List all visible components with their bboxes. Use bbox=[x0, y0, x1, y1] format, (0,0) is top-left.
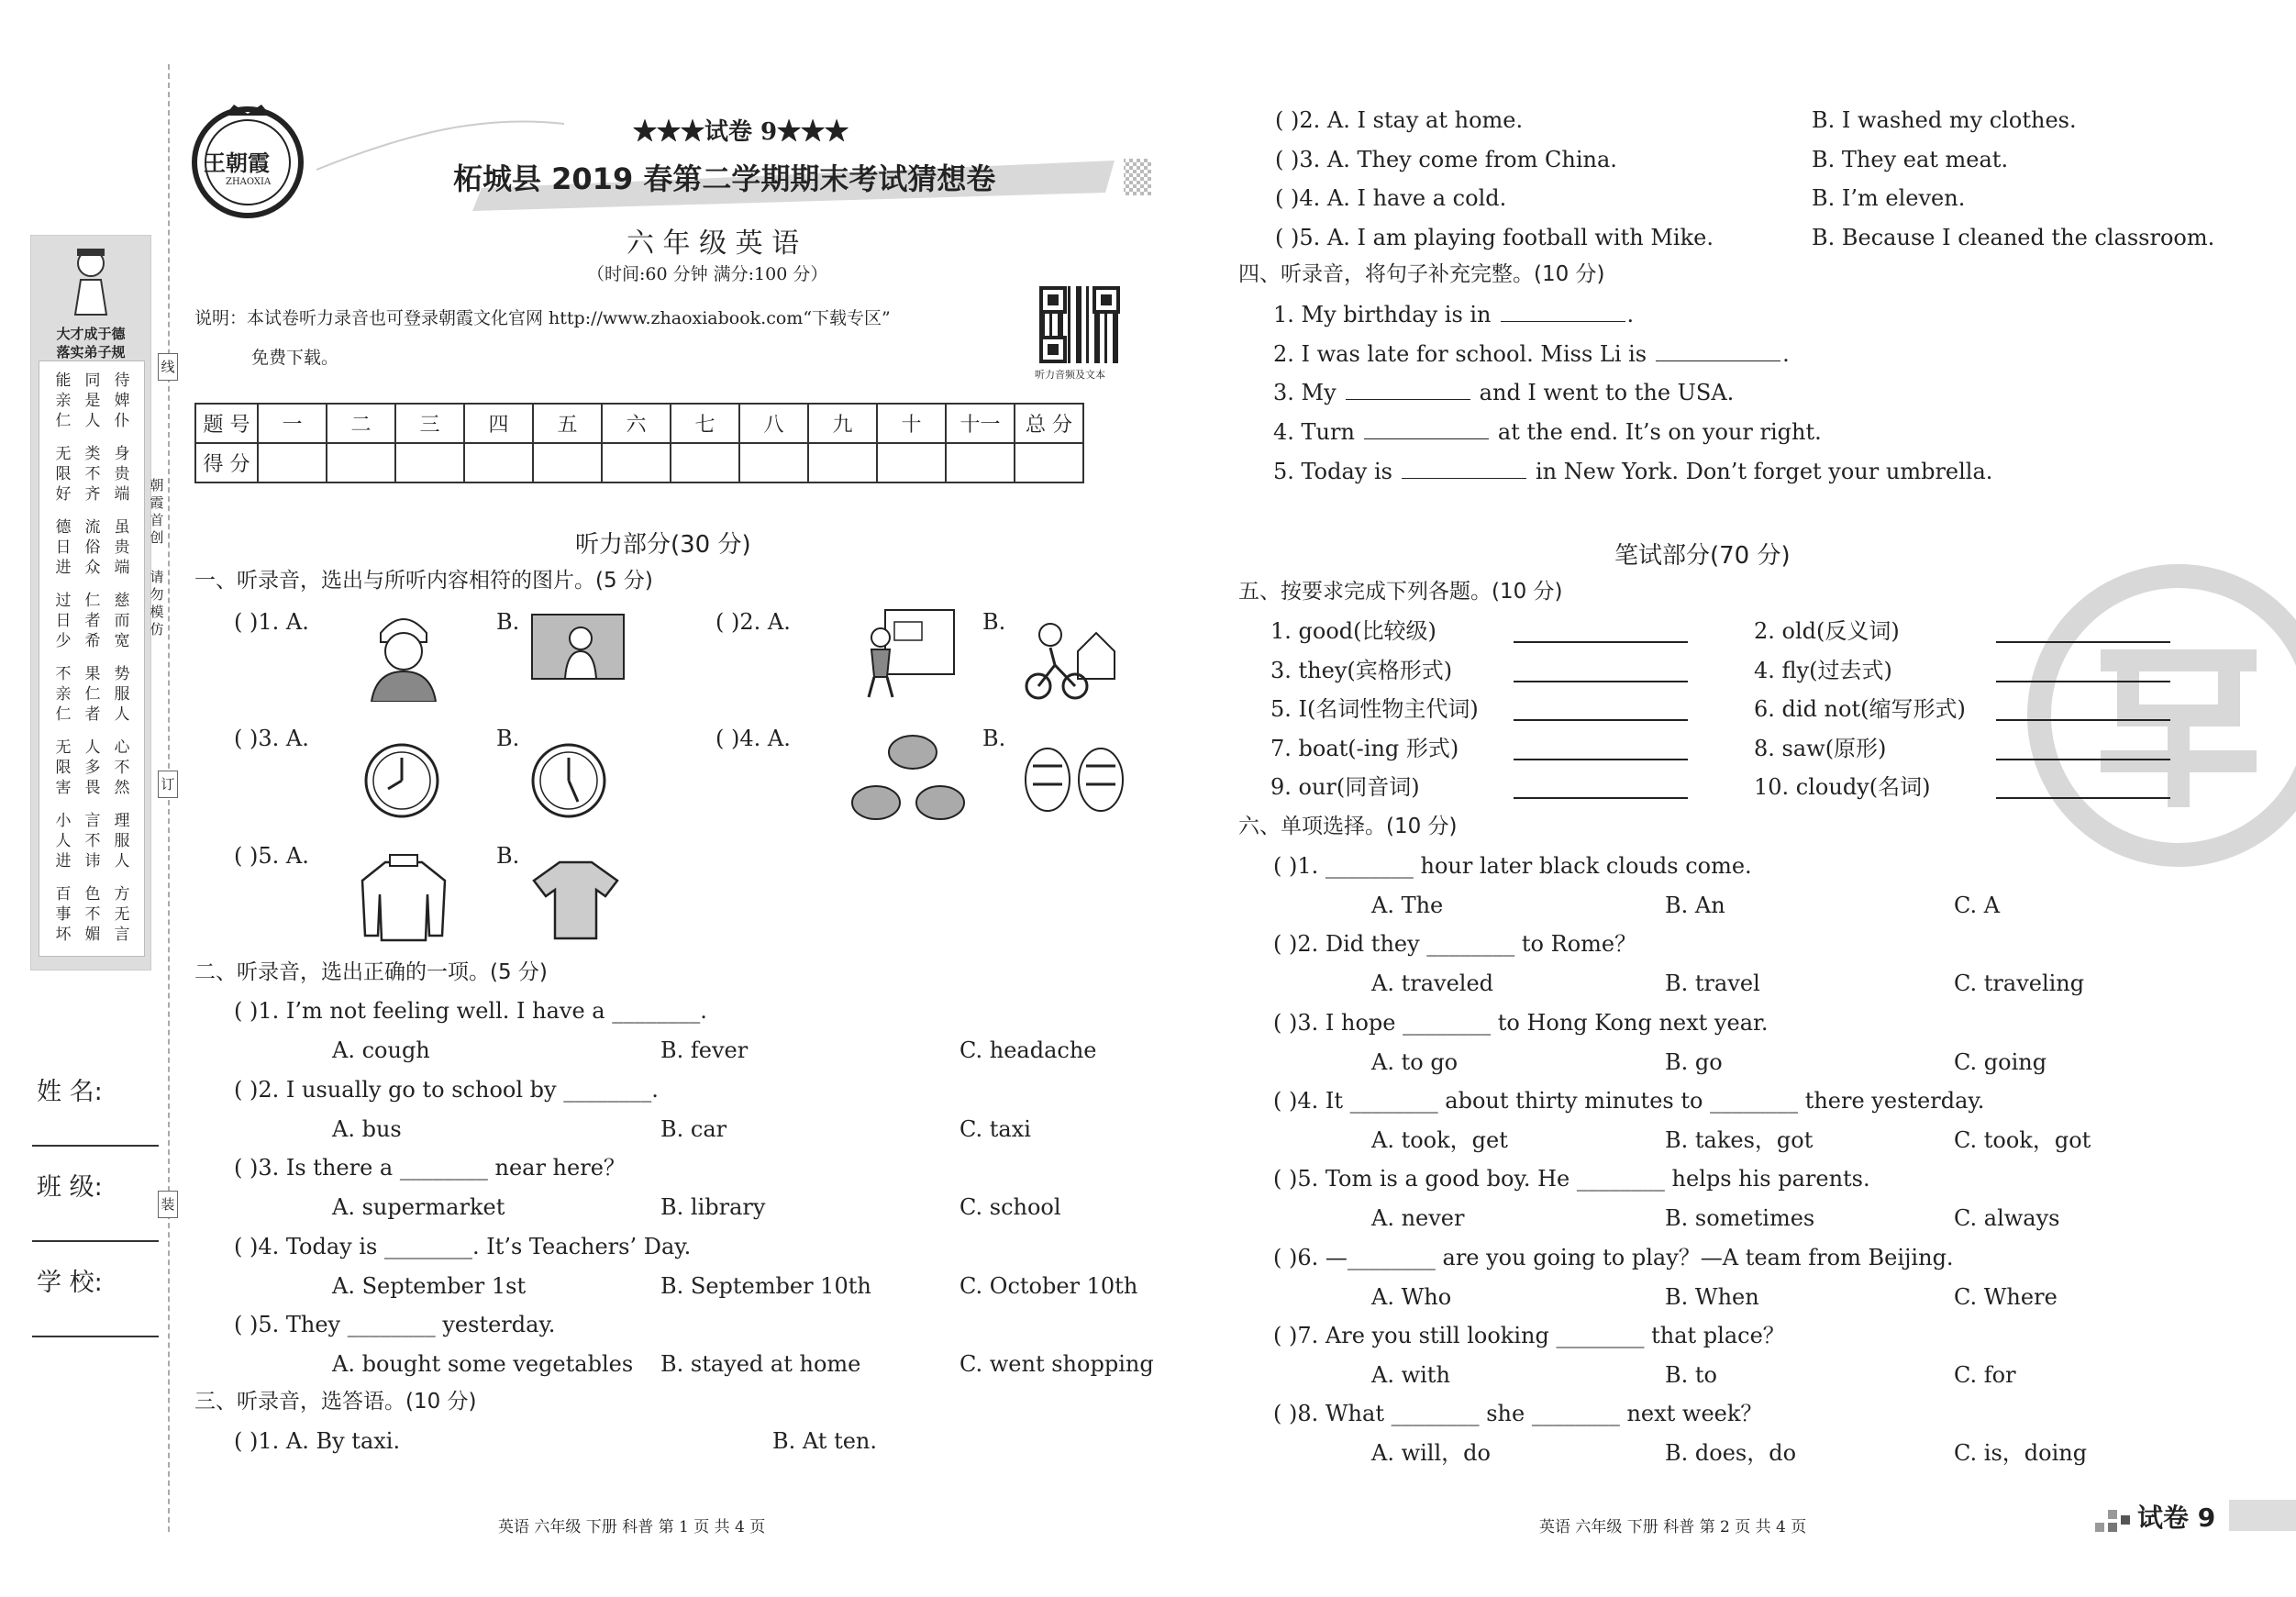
option-c[interactable]: C. headache bbox=[959, 1037, 1097, 1063]
option-b[interactable]: B. go bbox=[1665, 1048, 1723, 1075]
footer-left: 英语 六年级 下册 科普 第 1 页 共 4 页 bbox=[498, 1518, 766, 1536]
motto-column: 德日进 bbox=[55, 518, 72, 577]
option-a[interactable]: A. bought some vegetables bbox=[332, 1351, 634, 1377]
score-input-cell[interactable] bbox=[946, 443, 1015, 482]
motto-column: 无限好 bbox=[55, 445, 72, 504]
qr-code[interactable] bbox=[1039, 286, 1120, 363]
option-b[interactable]: B. does，do bbox=[1665, 1440, 1797, 1467]
score-header-cell: 九 bbox=[808, 404, 877, 443]
binding-marker-xian: 线 bbox=[158, 353, 178, 381]
answer-blank[interactable] bbox=[1501, 303, 1625, 322]
question-stem: ( )8. What ________ she ________ next week？ bbox=[1273, 1401, 1763, 1427]
score-header-cell: 二 bbox=[327, 404, 395, 443]
option-a[interactable]: A. took，get bbox=[1371, 1126, 1508, 1153]
option-a[interactable]: A. The bbox=[1371, 893, 1444, 918]
transform-prompt: 5. I(名词性物主代词) bbox=[1270, 696, 1479, 722]
vertical-note-2: 请勿模仿 bbox=[150, 569, 164, 638]
s1-q2: ( )2. A. bbox=[715, 609, 791, 635]
score-header-cell: 八 bbox=[739, 404, 808, 443]
score-header-cell: 三 bbox=[395, 404, 464, 443]
s1-q4-b: B. bbox=[982, 726, 1006, 751]
footer-right: 英语 六年级 下册 科普 第 2 页 共 4 页 bbox=[1539, 1518, 1807, 1536]
answer-line[interactable] bbox=[1514, 797, 1688, 799]
option-a[interactable]: A. bus bbox=[332, 1115, 402, 1142]
score-input-cell[interactable] bbox=[602, 443, 671, 482]
answer-blank[interactable] bbox=[1346, 381, 1470, 400]
section-6-title: 六、单项选择。(10 分) bbox=[1238, 815, 1458, 838]
s1-q3: ( )3. A. bbox=[234, 726, 309, 751]
badge-bar bbox=[2229, 1500, 2296, 1531]
sentence-end: and I went to the USA. bbox=[1479, 380, 1735, 406]
option-a[interactable]: A. traveled bbox=[1371, 970, 1494, 997]
fill-sentence bbox=[1273, 301, 1634, 328]
fill-sentence bbox=[1273, 418, 1822, 446]
score-input-cell[interactable] bbox=[877, 443, 946, 482]
section-1-title: 一、听录音，选出与所听内容相符的图片。(5 分) bbox=[194, 569, 653, 593]
answer-blank[interactable] bbox=[1656, 342, 1780, 361]
score-header-cell: 五 bbox=[533, 404, 602, 443]
option-c[interactable]: C. October 10th bbox=[959, 1272, 1138, 1299]
answer-line[interactable] bbox=[1996, 759, 2170, 760]
option-b[interactable]: B. fever bbox=[660, 1037, 749, 1063]
score-input-cell[interactable] bbox=[464, 443, 533, 482]
option-c[interactable]: C. took，got bbox=[1954, 1126, 2091, 1153]
transform-prompt: 1. good(比较级) bbox=[1270, 618, 1436, 644]
option-b[interactable]: B. travel bbox=[1665, 970, 1760, 997]
score-header-cell: 七 bbox=[671, 404, 739, 443]
clock-a-picture bbox=[362, 741, 441, 820]
writing-title: 笔试部分(70 分) bbox=[1614, 542, 1791, 570]
motto-column: 色不媚 bbox=[84, 885, 101, 944]
s3-question: ( )3. A. They come from China. bbox=[1275, 146, 1617, 172]
brand-logo-sub: ZHAOXIA bbox=[226, 177, 272, 187]
s1-q3-b: B. bbox=[496, 726, 520, 751]
option-b[interactable]: B. to bbox=[1665, 1361, 1717, 1388]
option-b[interactable]: B. When bbox=[1665, 1283, 1759, 1310]
binding-marker-zhuang: 装 bbox=[158, 1191, 178, 1218]
sentence-start: 4. Turn bbox=[1273, 419, 1355, 446]
answer-blank[interactable] bbox=[1402, 460, 1526, 479]
motto-column: 果仁者 bbox=[84, 665, 101, 724]
answer-blank[interactable] bbox=[1364, 420, 1489, 439]
option-a[interactable]: A. September 1st bbox=[332, 1272, 527, 1299]
option-c[interactable]: C. taxi bbox=[959, 1115, 1031, 1142]
option-a[interactable]: A. supermarket bbox=[332, 1194, 505, 1220]
class-label: 班 级: bbox=[37, 1173, 103, 1202]
badge-dots-icon bbox=[2095, 1506, 2135, 1534]
question-stem: ( )4. It ________ about thirty minutes to ________ there yesterday. bbox=[1273, 1087, 1985, 1114]
s3-q1: ( )1. A. By taxi. bbox=[234, 1428, 401, 1454]
s3-q1-b: B. At ten. bbox=[772, 1428, 878, 1454]
score-input-cell[interactable] bbox=[533, 443, 602, 482]
motto-column: 仁者希 bbox=[84, 592, 101, 650]
option-c[interactable]: C. went shopping bbox=[959, 1351, 1154, 1377]
score-input-cell[interactable] bbox=[808, 443, 877, 482]
brand-logo-text: 王朝霞 bbox=[204, 150, 270, 176]
question-stem: ( )2. Did they ________ to Rome？ bbox=[1273, 931, 1637, 958]
section-5-title: 五、按要求完成下列各题。(10 分) bbox=[1238, 580, 1563, 604]
option-b[interactable]: B. sometimes bbox=[1665, 1205, 1815, 1232]
option-c[interactable]: C. going bbox=[1954, 1048, 2047, 1075]
transform-prompt: 10. cloudy(名词) bbox=[1754, 774, 1931, 800]
option-c[interactable]: C. traveling bbox=[1954, 970, 2085, 997]
score-input-cell[interactable] bbox=[327, 443, 395, 482]
score-header-cell: 十 bbox=[877, 404, 946, 443]
question-stem: ( )4. Today is ________. It’s Teachers’ Day. bbox=[234, 1233, 692, 1259]
option-a[interactable]: A. Who bbox=[1371, 1283, 1452, 1310]
answer-line[interactable] bbox=[1996, 681, 2170, 682]
fill-sentence bbox=[1273, 379, 1734, 406]
section-4-title: 四、听录音，将句子补充完整。(10 分) bbox=[1238, 262, 1605, 286]
option-a[interactable]: A. with bbox=[1371, 1361, 1450, 1388]
answer-line[interactable] bbox=[1996, 797, 2170, 799]
score-header-cell: 十一 bbox=[946, 404, 1015, 443]
motto-column: 人多畏 bbox=[84, 738, 101, 797]
question-stem: ( )5. They ________ yesterday. bbox=[234, 1312, 556, 1337]
question-stem: ( )3. I hope ________ to Hong Kong next year. bbox=[1273, 1009, 1769, 1036]
question-stem: ( )7. Are you still looking ________ that place？ bbox=[1273, 1322, 1785, 1348]
s3-option-b: B. They eat meat. bbox=[1812, 146, 2009, 172]
option-c[interactable]: C. always bbox=[1954, 1205, 2060, 1232]
exam-title: 柘城县 2019 春第二学期期末考试猜想卷 bbox=[453, 161, 996, 196]
sentence-end: . bbox=[1782, 340, 1790, 367]
s3-option-b: B. I washed my clothes. bbox=[1812, 107, 2077, 133]
s3-question: ( )4. A. I have a cold. bbox=[1275, 185, 1507, 211]
binding-marker-ding: 订 bbox=[158, 771, 178, 798]
note-line-2: 免费下载。 bbox=[251, 348, 339, 368]
s3-question: ( )2. A. I stay at home. bbox=[1275, 107, 1524, 133]
transform-prompt: 2. old(反义词) bbox=[1754, 618, 1900, 644]
option-c[interactable]: C. school bbox=[959, 1194, 1061, 1220]
motto-box bbox=[39, 360, 145, 957]
option-c[interactable]: C. is，doing bbox=[1954, 1440, 2088, 1467]
s3-option-b: B. Because I cleaned the classroom. bbox=[1812, 224, 2215, 250]
sentence-start: 1. My birthday is in bbox=[1273, 302, 1492, 327]
teacher-picture bbox=[530, 613, 627, 686]
option-b[interactable]: B. library bbox=[660, 1194, 766, 1220]
motto-column: 过日少 bbox=[55, 592, 72, 650]
score-header-cell: 题 号 bbox=[195, 404, 258, 443]
motto-column: 无限害 bbox=[55, 738, 72, 797]
note-line-1: 说明：本试卷听力录音也可登录朝霞文化官网 http://www.zhaoxiabook.com“下载专区” bbox=[194, 308, 891, 328]
transform-prompt: 7. boat(-ing 形式) bbox=[1270, 735, 1459, 761]
sweater-picture bbox=[358, 853, 449, 945]
answer-line[interactable] bbox=[1514, 759, 1688, 760]
motto-column: 流俗众 bbox=[84, 518, 101, 577]
section-3-title: 三、听录音，选答语。(10 分) bbox=[194, 1390, 477, 1414]
name-field[interactable] bbox=[32, 1145, 159, 1147]
doctor-picture bbox=[362, 605, 445, 702]
motto-column: 心不然 bbox=[114, 738, 130, 797]
transform-prompt: 8. saw(原形) bbox=[1754, 735, 1887, 761]
question-stem: ( )2. I usually go to school by ________. bbox=[234, 1076, 659, 1103]
answer-line[interactable] bbox=[1996, 719, 2170, 721]
answer-line[interactable] bbox=[1996, 641, 2170, 643]
question-stem: ( )1. I’m not feeling well. I have a ________. bbox=[234, 998, 707, 1024]
subject-title: 六 年 级 英 语 bbox=[627, 227, 800, 260]
score-row-label: 得 分 bbox=[195, 443, 258, 482]
transform-prompt: 4. fly(过去式) bbox=[1754, 657, 1892, 683]
transform-prompt: 3. they(宾格形式) bbox=[1270, 657, 1453, 683]
score-header-cell: 六 bbox=[602, 404, 671, 443]
answer-line[interactable] bbox=[1514, 719, 1688, 721]
option-b[interactable]: B. An bbox=[1665, 893, 1725, 918]
option-a[interactable]: A. cough bbox=[332, 1037, 430, 1063]
motto-column: 理服人 bbox=[114, 812, 130, 871]
listening-title: 听力部分(30 分) bbox=[575, 531, 751, 559]
motto-column: 方无言 bbox=[114, 885, 130, 944]
s3-option-b: B. I’m eleven. bbox=[1812, 185, 1966, 211]
question-stem: ( )6. —________ are you going to play？—A team from Beijing. bbox=[1273, 1244, 1954, 1270]
motto-column: 慈而宽 bbox=[114, 592, 130, 650]
score-input-cell[interactable] bbox=[739, 443, 808, 482]
vertical-note-1: 朝霞首创 bbox=[150, 477, 164, 546]
score-header-cell: 四 bbox=[464, 404, 533, 443]
scholar-icon bbox=[68, 243, 114, 316]
clock-b-picture bbox=[529, 741, 608, 820]
option-a[interactable]: A. will，do bbox=[1371, 1440, 1491, 1467]
tigers-picture bbox=[1020, 738, 1130, 821]
option-a[interactable]: A. never bbox=[1371, 1205, 1465, 1232]
motto-column: 不亲仁 bbox=[55, 665, 72, 724]
school-field[interactable] bbox=[32, 1336, 159, 1337]
walk-to-school-picture bbox=[858, 605, 959, 702]
motto-column: 势服人 bbox=[114, 665, 130, 724]
transform-prompt: 6. did not(缩写形式) bbox=[1754, 696, 1966, 722]
question-stem: ( )5. Tom is a good boy. He ________ helps his parents. bbox=[1273, 1166, 1870, 1192]
transform-prompt: 9. our(同音词) bbox=[1270, 774, 1420, 800]
score-header-cell: 一 bbox=[258, 404, 327, 443]
sentence-start: 3. My bbox=[1273, 380, 1337, 406]
option-b[interactable]: B. September 10th bbox=[660, 1272, 871, 1299]
motto-column: 同是人 bbox=[84, 372, 101, 430]
time-score: （时间:60 分钟 满分:100 分） bbox=[587, 264, 828, 284]
question-stem: ( )1. ________ hour later black clouds come. bbox=[1273, 853, 1752, 879]
score-input-cell[interactable] bbox=[395, 443, 464, 482]
answer-line[interactable] bbox=[1514, 641, 1688, 643]
strip-header-1: 大才成于德 bbox=[56, 326, 126, 342]
s1-q5: ( )5. A. bbox=[234, 843, 309, 869]
sentence-end: at the end. It’s on your right. bbox=[1497, 419, 1822, 446]
score-input-cell[interactable] bbox=[258, 443, 327, 482]
score-header-cell: 总 分 bbox=[1015, 404, 1083, 443]
motto-column: 百事坏 bbox=[55, 885, 72, 944]
ride-bike-picture bbox=[1018, 615, 1119, 702]
binding-line bbox=[168, 64, 170, 1532]
school-label: 学 校: bbox=[37, 1269, 103, 1297]
fill-sentence bbox=[1273, 340, 1790, 368]
sentence-start: 2. I was late for school. Miss Li is bbox=[1273, 340, 1647, 367]
s1-q2-b: B. bbox=[982, 609, 1006, 635]
question-stem: ( )3. Is there a ________ near here？ bbox=[234, 1155, 626, 1181]
motto-column: 身贵端 bbox=[114, 445, 130, 504]
section-2-title: 二、听录音，选出正确的一项。(5 分) bbox=[194, 960, 548, 984]
s1-q1: ( )1. A. bbox=[234, 609, 309, 635]
motto-column: 虽贵端 bbox=[114, 518, 130, 577]
option-b[interactable]: B. takes，got bbox=[1665, 1126, 1814, 1153]
option-c[interactable]: C. for bbox=[1954, 1361, 2016, 1388]
sentence-end: in New York. Don’t forget your umbrella. bbox=[1535, 458, 1993, 484]
option-a[interactable]: A. to go bbox=[1371, 1048, 1459, 1075]
motto-column: 言不讳 bbox=[84, 812, 101, 871]
page-badge: 试卷 9 bbox=[2137, 1503, 2216, 1533]
motto-column: 待婢仆 bbox=[114, 372, 130, 430]
sentence-start: 5. Today is bbox=[1273, 458, 1392, 484]
score-table bbox=[194, 403, 1084, 483]
option-c[interactable]: C. A bbox=[1954, 893, 2001, 918]
answer-line[interactable] bbox=[1514, 681, 1688, 682]
option-b[interactable]: B. car bbox=[660, 1115, 727, 1142]
option-c[interactable]: C. Where bbox=[1954, 1283, 2058, 1310]
option-b[interactable]: B. stayed at home bbox=[660, 1351, 861, 1377]
tshirt-picture bbox=[532, 858, 619, 940]
motto-column: 能亲仁 bbox=[55, 372, 72, 430]
score-input-cell[interactable] bbox=[671, 443, 739, 482]
score-input-cell[interactable] bbox=[1015, 443, 1083, 482]
s1-q4: ( )4. A. bbox=[715, 726, 791, 751]
class-field[interactable] bbox=[32, 1240, 159, 1242]
motto-strip bbox=[30, 235, 151, 970]
elephants-picture bbox=[849, 729, 972, 830]
sentence-end: . bbox=[1626, 302, 1635, 327]
s1-q1-b: B. bbox=[496, 609, 520, 635]
s1-q5-b: B. bbox=[496, 843, 520, 869]
qr-caption: 听力音频及文本 bbox=[1035, 369, 1105, 381]
s3-question: ( )5. A. I am playing football with Mike. bbox=[1275, 224, 1714, 250]
paper-label: ★★★试卷 9★★★ bbox=[633, 118, 849, 146]
fill-sentence bbox=[1273, 458, 1992, 485]
motto-column: 类不齐 bbox=[84, 445, 101, 504]
motto-column: 小人进 bbox=[55, 812, 72, 871]
strip-header-2: 落实弟子规 bbox=[56, 344, 126, 360]
name-label: 姓 名: bbox=[37, 1078, 103, 1106]
